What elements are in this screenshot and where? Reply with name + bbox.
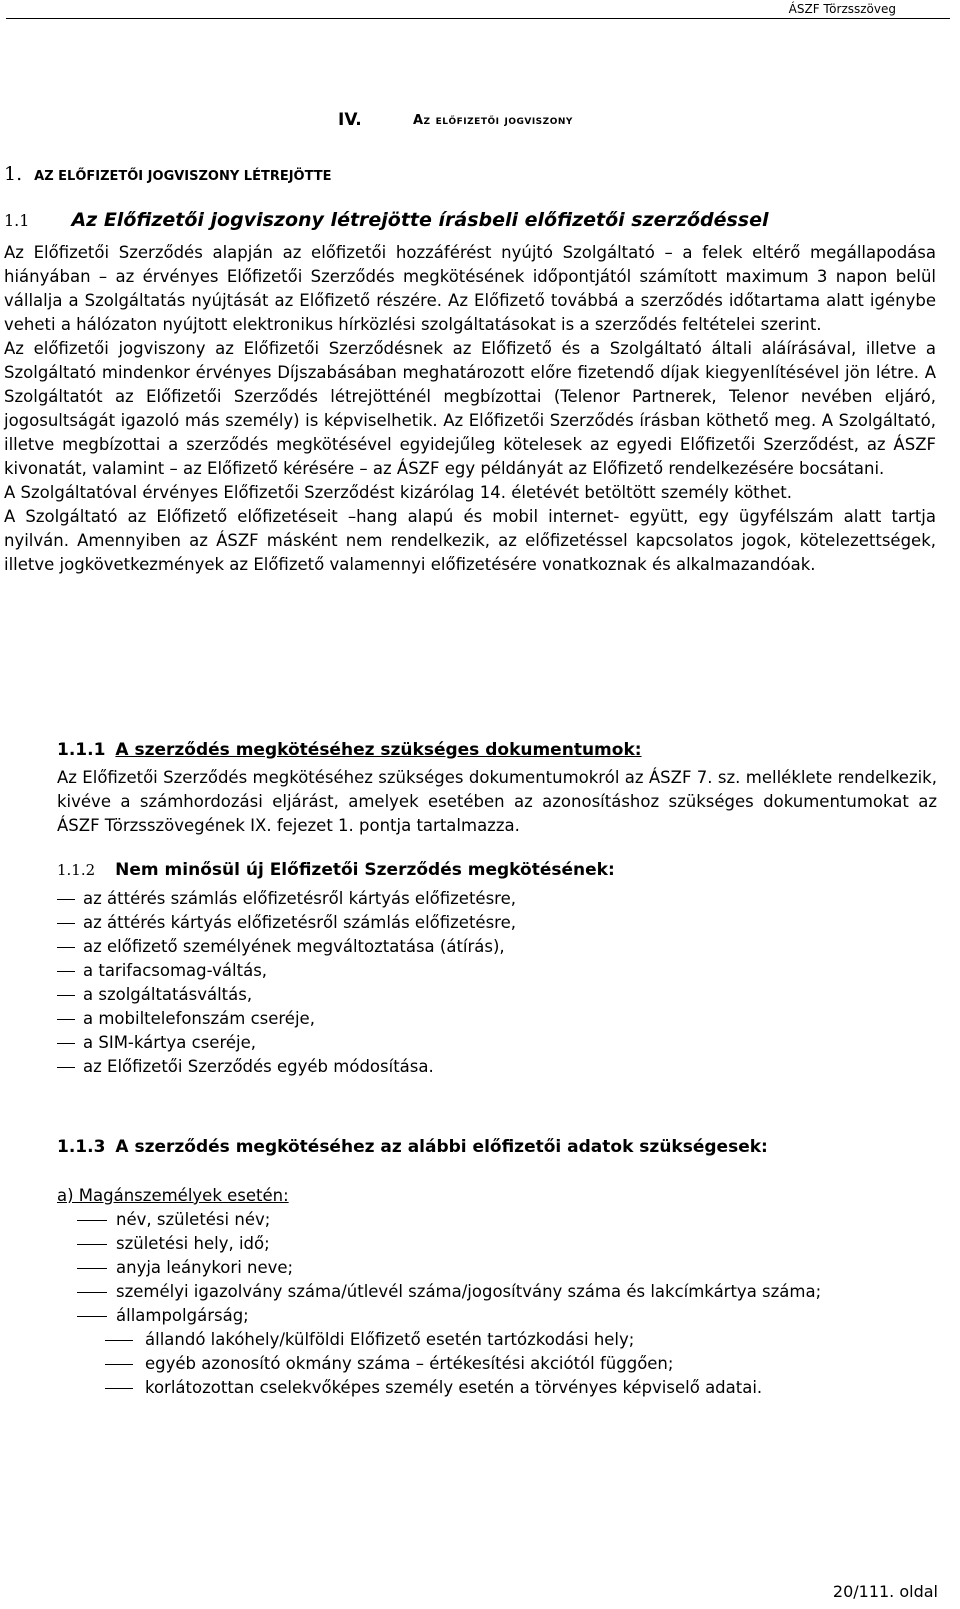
paragraph: Az Előfizetői Szerződés alapján az előfizetői hozzáférést nyújtó Szolgáltató – a felek eltérő megállapodása hiányában – az érvényes Előfizetői Szerződés megkötésének időpontjától számított maximum 3 napon belül vállalja a Szolgáltatás nyújtását az Előfizető részére. Az Előfizető továbbá a szerződés időtartama alatt igénybe veheti a hálózaton nyújtott elektronikus hírközlési szolgáltatásokat is a szerződés feltételei szerint. bbox=[4, 243, 936, 334]
subsection-1-1-number: 1.1 bbox=[4, 211, 30, 230]
subsection-1-1-3-number: 1.1.3 bbox=[57, 1137, 106, 1157]
subsection-1-1-1-title: A szerződés megkötéséhez szükséges dokumentumok: bbox=[115, 740, 642, 760]
paragraph: Az Előfizetői Szerződés megkötéséhez szükséges dokumentumokról az ÁSZF 7. sz. melléklete rendelkezik, kivéve a számhordozási eljárást, amelyek esetében az azonosításhoz szükséges dokumentumokat az ÁSZF Törzsszövegének IX. fejezet 1. pontja tartalmazza. bbox=[57, 768, 937, 835]
section-number: 1. bbox=[4, 163, 23, 185]
paragraph: A Szolgáltató az Előfizető előfizetéseit –hang alapú és mobil internet- együtt, egy ügyfélszám alatt tartja nyilván. Amennyiben az ÁSZF másként nem rendelkezik, az előfizetéssel kapcsolatos jogok, kötelezettségek, illetve jogkövetkezmények az Előfizető valamennyi előfizetésére vonatkoznak és alkalmazandóak. bbox=[4, 507, 936, 574]
subsection-1-1-2-heading bbox=[57, 860, 615, 880]
subsection-1-1-2-title: Nem minősül új Előfizetői Szerződés megkötésének: bbox=[115, 860, 615, 880]
sub-list-item: korlátozottan cselekvőképes személy esetén a törvényes képviselő adatai. bbox=[105, 1376, 937, 1400]
paragraph: A Szolgáltatóval érvényes Előfizetői Szerződést kizárólag 14. életévét betöltött személy köthet. bbox=[4, 483, 792, 502]
subsection-1-1-2-number: 1.1.2 bbox=[57, 861, 96, 879]
subsection-1-1-3-title: A szerződés megkötéséhez az alábbi előfizetői adatok szükségesek: bbox=[115, 1137, 768, 1157]
list-item: születési hely, idő; bbox=[77, 1232, 937, 1256]
list-item: anyja leánykori neve; bbox=[77, 1256, 937, 1280]
list-item: az Előfizetői Szerződés egyéb módosítása. bbox=[57, 1055, 937, 1079]
chapter-title: Az előfizetői jogviszony bbox=[413, 113, 573, 128]
subsection-1-1-body bbox=[4, 241, 936, 577]
subsection-1-1-3-body bbox=[57, 1184, 937, 1400]
list-item: a SIM-kártya cseréje, bbox=[57, 1031, 937, 1055]
sub-list-item: állandó lakóhely/külföldi Előfizető esetén tartózkodási hely; bbox=[105, 1328, 937, 1352]
subsection-1-1-3-heading bbox=[57, 1137, 768, 1157]
header-title: ÁSZF Törzsszöveg bbox=[788, 2, 896, 16]
subsection-1-1-title: Az Előfizetői jogviszony létrejötte írásbeli előfizetői szerződéssel bbox=[71, 209, 769, 231]
list-item: név, születési név; bbox=[77, 1208, 937, 1232]
subsection-1-1-heading bbox=[4, 209, 769, 231]
subsection-1-1-2-list bbox=[57, 887, 937, 1079]
subsection-1-1-1-body bbox=[57, 766, 937, 838]
list-item: személyi igazolvány száma/útlevél száma/jogosítvány száma és lakcímkártya száma; bbox=[77, 1280, 937, 1304]
list-item: az áttérés kártyás előfizetésről számlás előfizetésre, bbox=[57, 911, 937, 935]
section-title: AZ ELŐFIZETŐI JOGVISZONY LÉTREJÖTTE bbox=[34, 169, 332, 184]
list-item: a tarifacsomag-váltás, bbox=[57, 959, 937, 983]
subsection-1-1-1-heading bbox=[57, 740, 642, 760]
header-rule bbox=[6, 18, 950, 19]
sub-list-item: egyéb azonosító okmány száma – értékesítési akciótól függően; bbox=[105, 1352, 937, 1376]
running-header bbox=[0, 2, 950, 22]
paragraph: Az előfizetői jogviszony az Előfizetői Szerződésnek az Előfizető és a Szolgáltató általi aláírásával, illetve a Szolgáltató mindenkor érvényes Díjszabásában meghatározott előre fizetendő díjak kiegyenlítésével jön létre. A Szolgáltatót az Előfizetői Szerződés létrejötténél megbízottai (Telenor Partnerek, Telenor nevében eljáró, jogosultságát igazoló más személy) is képviselhetik. Az Előfizetői Szerződés írásban köthető meg. A Szolgáltató, illetve megbízottai a szerződés megkötésével egyidejűleg kötelesek az egyedi Előfizetői Szerződést, az ÁSZF kivonatát, valamint – az Előfizető kérésére – az ÁSZF egy példányát az Előfizető rendelkezésére bocsátani. bbox=[4, 339, 936, 478]
subsection-1-1-1-number: 1.1.1 bbox=[57, 740, 106, 760]
list-item: az előfizető személyének megváltoztatása (átírás), bbox=[57, 935, 937, 959]
chapter-number: IV. bbox=[338, 110, 362, 130]
section-heading bbox=[4, 163, 332, 185]
group-label: a) Magánszemélyek esetén: bbox=[57, 1186, 289, 1205]
list-item: az áttérés számlás előfizetésről kártyás előfizetésre, bbox=[57, 887, 937, 911]
page-number: 20/111. oldal bbox=[832, 1582, 938, 1601]
list-item: a szolgáltatásváltás, bbox=[57, 983, 937, 1007]
list-item: állampolgárság; bbox=[77, 1304, 937, 1328]
list-item: a mobiltelefonszám cseréje, bbox=[57, 1007, 937, 1031]
